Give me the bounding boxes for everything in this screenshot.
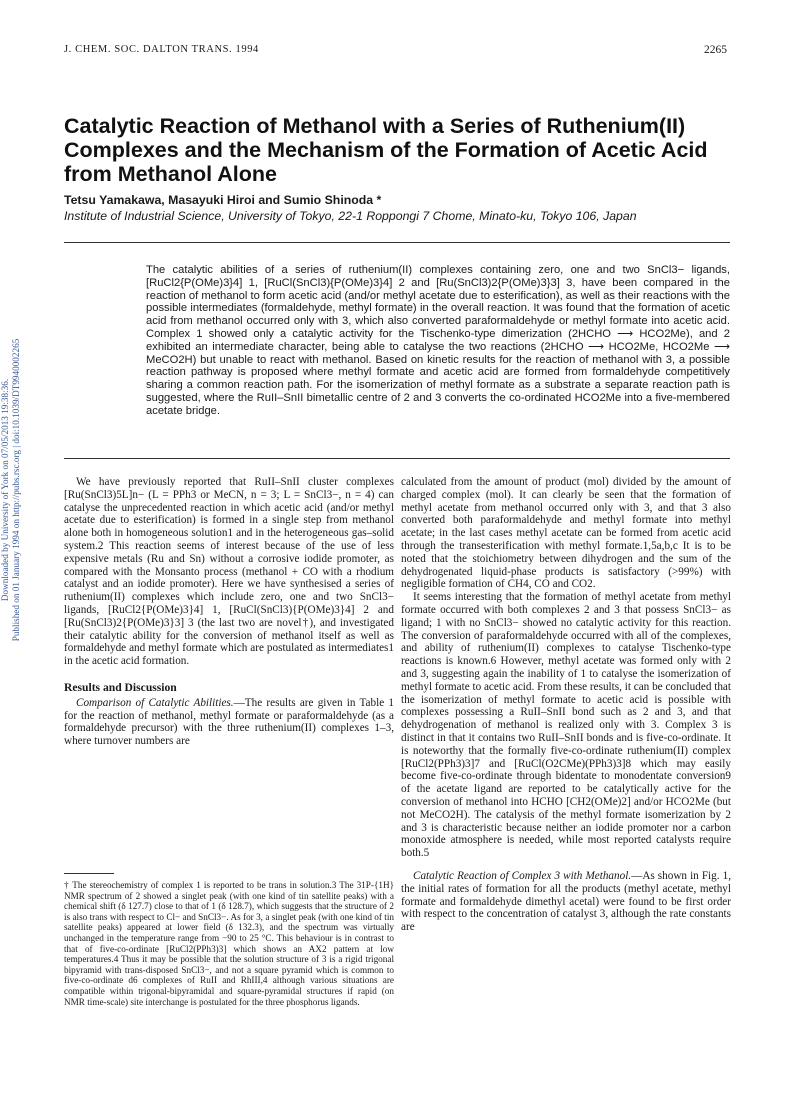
divider-top (64, 242, 730, 243)
right-column (401, 476, 731, 934)
page-number: 2265 (704, 44, 727, 56)
journal-header: J. CHEM. SOC. DALTON TRANS. 1994 (64, 44, 259, 55)
affiliation: Institute of Industrial Science, University of Tokyo, 22-1 Roppongi 7 Chome, Minato-ku, Tokyo 106, Japan (64, 209, 637, 223)
right-paragraph-3-text: —As shown in Fig. 1, the initial rates of formation for all the products (methyl acetate, methyl formate and formaldehyde dimethyl acetal) were found to be first order with respect to the concentration of catalyst 3, although the rate constants are (401, 869, 731, 934)
subsection-title-2: Catalytic Reaction of Complex 3 with Methanol. (413, 869, 632, 882)
footnote: † The stereochemistry of complex 1 is reported to be trans in solution.3 The 31P-{1H} NMR spectrum of 2 showed a singlet peak (with one kind of tin satellite peaks) with a chemical shift (δ 127.7) close to that of 1 (δ 128.7), which suggests that the structure of 2 is also trans with respect to Cl− and SnCl3−. As for 3, a singlet peak (with one kind of tin satellite peaks) appeared at lower field (δ 132.3), and the spectrum was virtually unchanged in the temperature range from −90 to 25 °C. This behaviour is in contrast to that of five-co-ordinate [RuCl2(PPh3)3] which shows an AX2 pattern at low temperatures.4 Thus it may be possible that the solution structure of 3 is a rigid trigonal bipyramid with trans-disposed SnCl3−, and not a square pyramid which is common to five-co-ordinate d6 complexes of RuII and RhIII,4 although various situations are compatible within trigonal-bipyramidal and square-pyramidal structures if rapid (on NMR time-scale) site interchange is postulated for the three phosphorus ligands. (64, 880, 394, 1007)
intro-paragraph: We have previously reported that RuII–SnII cluster complexes [Ru(SnCl3)5L]n− (L = PPh3 or MeCN, n = 3; L = SnCl3−, n = 4) can catalyse the unprecedented reaction in which acetic acid (and/or methyl acetate due to esterification) is formed in a single step from methanol alone both in homogeneous solution1 and in the heterogeneous gas–solid system.2 This reaction seems of interest because of the use of less expensive metals (Ru and Sn) without a corrosive iodide promoter, as compared with the Monsanto process (methanol + CO with a rhodium catalyst and an iodide promoter). Here we have synthesised a series of ruthenium(II) complexes which include zero, one and two SnCl3− ligands, [RuCl2{P(OMe)3}4] 1, [RuCl(SnCl3){P(OMe)3}4] 2 and [Ru(SnCl3)2{P(OMe)3}3] 3 (the last two are novel†), and investigated their catalytic ability for the conversion of methanol itself as well as formaldehyde and methyl formate which are postulated as intermediates1 in the acetic acid formation. (64, 476, 394, 668)
download-watermark[interactable] (1, 270, 21, 710)
left-column (64, 476, 394, 748)
watermark-line-1: Downloaded by University of York on 07/05/2013 19:38:36. (0, 378, 10, 602)
section-heading: Results and Discussion (64, 680, 177, 694)
article-title: Catalytic Reaction of Methanol with a Series of Ruthenium(II) Complexes and the Mechanism of the Formation of Acetic Acid from Methanol Alone (64, 114, 708, 186)
footnote-divider (64, 873, 114, 874)
right-paragraph-3 (401, 870, 731, 934)
right-paragraph-2: It seems interesting that the formation of methyl acetate from methyl formate occurred with both complexes 2 and 3 that possess SnCl3− as ligand; 1 with no SnCl3− showed no catalytic activity for this reaction. The conversion of paraformaldehyde occurred with all of the complexes, and ability of ruthenium(II) complexes to catalyse Tischenko-type reactions is known.6 However, methyl acetate was formed only with 2 and 3, suggesting again the inability of 1 to catalyse the isomerization of methyl formate to acetic acid. From these results, it can be concluded that the isomerization of methyl formate to acetic acid is possible with complexes possessing a RuII–SnII bond such as 2 and 3, and that dehydrogenation of methanol is realized only with 3. Complex 3 is distinct in that it contains two RuII–SnII bonds and is five-co-ordinate. It is noteworthy that the formally five-co-ordinate ruthenium(II) complex [RuCl2(PPh3)3]7 and [RuCl(O2CMe)(PPh3)3]8 which may easily become five-co-ordinate through bidentate to monodentate conversion9 of the acetate ligand are reported to be catalytically active for the conversion of methanol into HCHO [CH2(OMe)2] and/or HCO2Me (but not MeCO2H). The catalysis of the methyl formate isomerization by 2 and 3 is characteristic because neither an iodide promoter nor a carbon monoxide atmosphere is needed, while most reported catalysts require both.5 (401, 591, 731, 860)
divider-abstract (64, 458, 730, 459)
watermark-line-2[interactable]: Published on 01 January 1994 on http://pubs.rsc.org | doi:10.1039/DT9940002265 (11, 338, 21, 642)
subsection-title: Comparison of Catalytic Abilities. (76, 696, 234, 709)
results-text: —The results are given in Table 1 for the reaction of methanol, methyl formate or paraformaldehyde (as a formaldehyde precursor) with the three ruthenium(II) complexes 1–3, where turnover numbers are (64, 696, 394, 748)
author-list: Tetsu Yamakawa, Masayuki Hiroi and Sumio Shinoda * (64, 193, 382, 207)
abstract: The catalytic abilities of a series of ruthenium(II) complexes containing zero, one and two SnCl3− ligands, [RuCl2{P(OMe)3}4] 1, [RuCl(SnCl3){P(OMe)3}4] 2 and [Ru(SnCl3)2{P(OMe)3}3] 3, have been compared in the reaction of methanol to form acetic acid (and/or methyl acetate due to esterification), as well as their reactions with the possible intermediates (formaldehyde, methyl formate) in the overall reaction. It was found that the formation of acetic acid from methanol occurred only with 3, which also converted paraformaldehyde or methyl formate into acetic acid. Complex 1 showed only a catalytic activity for the Tischenko-type dimerization (2HCHO ⟶ HCO2Me), and 2 exhibited an intermediate character, being able to catalyse the two reactions (2HCHO ⟶ HCO2Me, HCO2Me ⟶ MeCO2H) but unable to react with methanol. Based on kinetic results for the reaction of methanol with 3, a possible reaction pathway is proposed where methyl formate and acetic acid are formed from formaldehyde competitively sharing a common reaction path. For the isomerization of methyl formate as a substrate a separate reaction path is suggested, where the RuII–SnII bimetallic centre of 2 and 3 converts the co-ordinated HCO2Me into a five-membered acetate bridge. (146, 264, 730, 417)
results-paragraph (64, 697, 394, 748)
right-paragraph-1: calculated from the amount of product (mol) divided by the amount of charged complex (mol). It can clearly be seen that the formation of methyl acetate from methanol occurred only with 3, and that 3 also converted both paraformaldehyde and methyl formate into methyl acetate; in the last cases methyl acetate can be formed from acetic acid through the transesterification with methyl formate.1,5a,b,c It is to be noted that the stoichiometry between dihydrogen and the sum of the dehydrogenated liquid-phase products is satisfactory (>99%) with negligible formation of CH4, CO and CO2. (401, 476, 731, 591)
